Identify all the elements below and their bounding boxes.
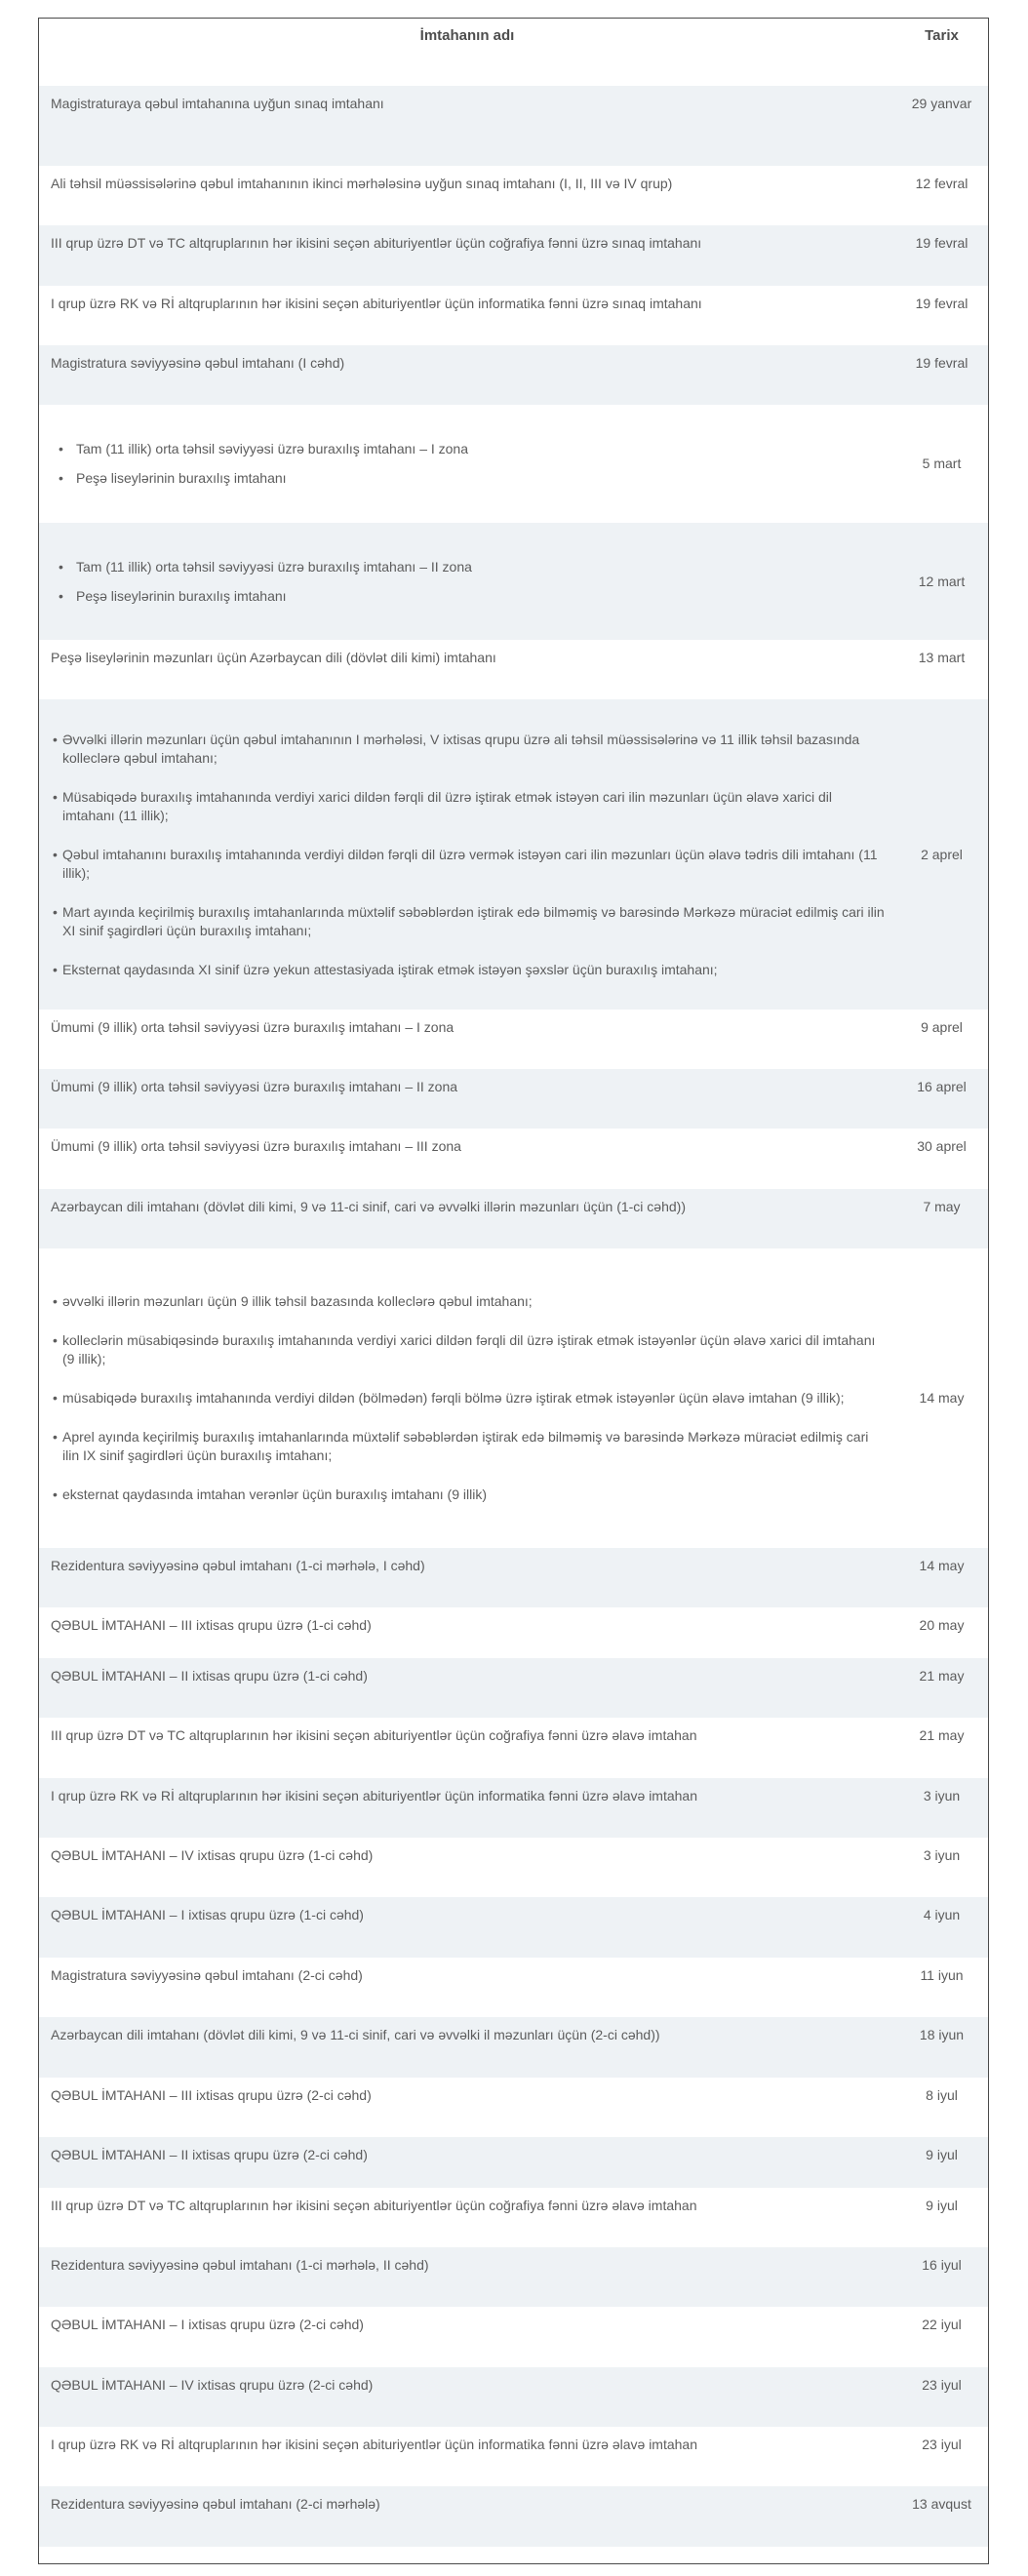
exam-date: 3 iyun (895, 1778, 988, 1838)
exam-name: Rezidentura səviyyəsinə qəbul imtahanı (2-ci mərhələ) (39, 2486, 895, 2547)
table-row (39, 1607, 988, 1658)
exam-name: I qrup üzrə RK və Rİ altqruplarının hər ikisini seçən abituriyentlər üçün informatika fənni üzrə sınaq imtahanı (51, 296, 702, 311)
header-exam-name: İmtahanın adı (419, 27, 515, 44)
exam-date: 13 mart (918, 650, 966, 665)
table-row (39, 1958, 988, 2017)
exam-date: 13 avqust (895, 2486, 988, 2547)
exam-name: Ali təhsil müəssisələrinə qəbul imtahanının ikinci mərhələsinə uyğun sınaq imtahanı (I, II, III və IV qrup) (51, 176, 673, 191)
exam-date: 19 fevral (895, 345, 988, 405)
table-header-row (39, 19, 988, 86)
list-item: • Müsabiqədə buraxılış imtahanında verdiyi xarici dildən fərqli dil üzrə iştirak etmək istəyən cari ilin məzunları üçün əlavə xarici dil imtahanı (11 illik); (51, 788, 886, 825)
exam-name: QƏBUL İMTAHANI – III ixtisas qrupu üzrə (2-ci cəhd) (51, 2087, 372, 2103)
exam-date: 5 mart (922, 456, 962, 471)
table-row (39, 640, 988, 699)
exam-date: 14 may (919, 1390, 965, 1406)
table-row (39, 1838, 988, 1897)
table-row (39, 2486, 988, 2547)
exam-name: III qrup üzrə DT və TC altqruplarının hər ikisini seçən abituriyentlər üçün coğrafiya fənni üzrə əlavə imtahan (51, 1727, 697, 1743)
exam-date: 22 iyul (922, 2317, 962, 2332)
list-item: • Peşə liseylərinin buraxılış imtahanı (57, 587, 886, 606)
exam-name: III qrup üzrə DT və TC altqruplarının hər ikisini seçən abituriyentlər üçün coğrafiya fənni üzrə sınaq imtahanı (39, 225, 895, 286)
exam-name: Rezidentura səviyyəsinə qəbul imtahanı (1-ci mərhələ, I cəhd) (39, 1548, 895, 1607)
list-item: • kolleclərin müsabiqəsində buraxılış imtahanında verdiyi xarici dildən fərqli dil üzrə iştirak etmək istəyənlər üçün əlavə xarici dil imtahanı (9 illik); (51, 1331, 886, 1368)
exam-name: QƏBUL İMTAHANI – IV ixtisas qrupu üzrə (2-ci cəhd) (39, 2367, 895, 2427)
table-row (39, 2547, 988, 2564)
table-row (39, 286, 988, 345)
exam-list (51, 731, 886, 979)
table-row (39, 2247, 988, 2307)
exam-name-list (39, 699, 895, 1010)
exam-date: 14 may (895, 1548, 988, 1607)
table-row (39, 1778, 988, 1838)
exam-date: 19 fevral (895, 225, 988, 286)
table-row (39, 1069, 988, 1129)
exam-date: 23 iyul (895, 2367, 988, 2427)
table-row (39, 345, 988, 405)
list-item: • müsabiqədə buraxılış imtahanında verdiyi dildən (bölmədən) fərqli bölmə üzrə iştirak etmək istəyənlər üçün əlavə imtahan (9 illik); (51, 1389, 886, 1407)
exam-name: Peşə liseylərinin məzunları üçün Azərbaycan dili (dövlət dili kimi) imtahanı (51, 650, 496, 665)
table-row (39, 2307, 988, 2367)
list-item: • Mart ayında keçirilmiş buraxılış imtahanlarında müxtəlif səbəblərdən iştirak edə bilməmiş və barəsində Mərkəzə müraciət edilmiş cari ilin XI sinif şagirdləri üçün buraxılış imtahanı; (51, 903, 886, 940)
exam-name: Azərbaycan dili imtahanı (dövlət dili kimi, 9 və 11-ci sinif, cari və əvvəlki illərin məzunları üçün (1-ci cəhd)) (39, 1189, 895, 1248)
list-item: • eksternat qaydasında imtahan verənlər üçün buraxılış imtahanı (9 illik) (51, 1486, 886, 1504)
table-row (39, 1129, 988, 1189)
exam-name: QƏBUL İMTAHANI – I ixtisas qrupu üzrə (2-ci cəhd) (51, 2317, 364, 2332)
exam-name: QƏBUL İMTAHANI – II ixtisas qrupu üzrə (1-ci cəhd) (39, 1658, 895, 1718)
table-row (39, 2017, 988, 2078)
exam-date: 30 aprel (917, 1138, 967, 1154)
exam-date: 2 aprel (895, 699, 988, 1010)
exam-name: Magistratura səviyyəsinə qəbul imtahanı (I cəhd) (39, 345, 895, 405)
table-row (39, 1548, 988, 1607)
table-row (39, 86, 988, 166)
exam-name: Ümumi (9 illik) orta təhsil səviyyəsi üzrə buraxılış imtahanı – III zona (51, 1138, 461, 1154)
list-item: • Tam (11 illik) orta təhsil səviyyəsi üzrə buraxılış imtahanı – I zona (57, 440, 886, 458)
exam-list (51, 440, 886, 488)
exam-date: 21 may (895, 1658, 988, 1718)
exam-name: QƏBUL İMTAHANI – III ixtisas qrupu üzrə (1-ci cəhd) (51, 1617, 372, 1633)
exam-name: III qrup üzrə DT və TC altqruplarının hər ikisini seçən abituriyentlər üçün coğrafiya fənni üzrə əlavə imtahan (51, 2198, 697, 2213)
exam-date: 21 may (919, 1727, 965, 1743)
exam-date: 16 aprel (895, 1069, 988, 1129)
list-item: • əvvəlki illərin məzunları üçün 9 illik təhsil bazasında kolleclərə qəbul imtahanı; (51, 1292, 886, 1311)
table-row (39, 1189, 988, 1248)
exam-date (895, 2547, 988, 2564)
exam-date: 9 iyul (895, 2137, 988, 2188)
table-row (39, 2078, 988, 2137)
exam-list (51, 1292, 886, 1504)
table-row (39, 1718, 988, 1778)
exam-name: Magistratura səviyyəsinə qəbul imtahanı (2-ci cəhd) (51, 1967, 363, 1983)
exam-date: 12 mart (895, 523, 988, 640)
exam-name: QƏBUL İMTAHANI – II ixtisas qrupu üzrə (2-ci cəhd) (39, 2137, 895, 2188)
table-row (39, 699, 988, 1010)
exam-name: QƏBUL İMTAHANI – I ixtisas qrupu üzrə (1-ci cəhd) (39, 1897, 895, 1958)
table-row (39, 1010, 988, 1069)
table-row (39, 2427, 988, 2486)
exam-date: 16 iyul (895, 2247, 988, 2307)
exam-date: 9 aprel (921, 1019, 963, 1035)
exam-date: 19 fevral (915, 296, 969, 311)
exam-date: 29 yanvar (895, 86, 988, 166)
exam-name-list (39, 1248, 895, 1548)
table-row (39, 225, 988, 286)
table-row (39, 1897, 988, 1958)
exam-name: Ümumi (9 illik) orta təhsil səviyyəsi üzrə buraxılış imtahanı – II zona (39, 1069, 895, 1129)
table-row (39, 2188, 988, 2247)
list-item: • Əvvəlki illərin məzunları üçün qəbul imtahanının I mərhələsi, V ixtisas qrupu üzrə ali təhsil müəssisələrinə və 11 illik təhsil bazasında kolleclərə qəbul imtahanı; (51, 731, 886, 768)
table-row (39, 2367, 988, 2427)
exam-date: 9 iyul (926, 2198, 958, 2213)
exam-date: 8 iyul (926, 2087, 958, 2103)
exam-name: Magistraturaya qəbul imtahanına uyğun sınaq imtahanı (39, 86, 895, 166)
exam-date: 20 may (919, 1617, 965, 1633)
exam-date: 4 iyun (895, 1897, 988, 1958)
table-row (39, 166, 988, 225)
exam-date: 3 iyun (923, 1847, 961, 1863)
exam-name: I qrup üzrə RK və Rİ altqruplarının hər ikisini seçən abituriyentlər üçün informatika fənni üzrə əlavə imtahan (39, 1778, 895, 1838)
exam-name: QƏBUL İMTAHANI – IV ixtisas qrupu üzrə (1-ci cəhd) (51, 1847, 374, 1863)
list-item: • Tam (11 illik) orta təhsil səviyyəsi üzrə buraxılış imtahanı – II zona (57, 558, 886, 576)
list-item: • Qəbul imtahanını buraxılış imtahanında verdiyi dildən fərqli dil üzrə vermək istəyən cari ilin məzunları üçün əlavə tədris dili imtahanı (11 illik); (51, 846, 886, 883)
exam-name: Azərbaycan dili imtahanı (dövlət dili kimi, 9 və 11-ci sinif, cari və əvvəlki il məzunları üçün (2-ci cəhd)) (39, 2017, 895, 2078)
exam-date: 11 iyun (920, 1967, 964, 1983)
header-date: Tarix (925, 27, 959, 44)
exam-date: 7 may (895, 1189, 988, 1248)
exam-date: 23 iyul (922, 2437, 962, 2452)
exam-date: 18 iyun (895, 2017, 988, 2078)
list-item: • Peşə liseylərinin buraxılış imtahanı (57, 469, 886, 488)
exam-name: I qrup üzrə RK və Rİ altqruplarının hər ikisini seçən abituriyentlər üçün informatika fənni üzrə əlavə imtahan (51, 2437, 697, 2452)
exam-name: Rezidentura səviyyəsinə qəbul imtahanı (1-ci mərhələ, II cəhd) (39, 2247, 895, 2307)
exam-name-list (39, 405, 895, 523)
exam-schedule-frame (38, 18, 989, 2564)
exam-name-list (39, 523, 895, 640)
table-row (39, 405, 988, 523)
exam-schedule-table (39, 19, 988, 2564)
table-row (39, 1658, 988, 1718)
table-row (39, 1248, 988, 1548)
list-item: • Eksternat qaydasında XI sinif üzrə yekun attestasiyada iştirak etmək istəyən şəxslər üçün buraxılış imtahanı; (51, 961, 886, 979)
exam-list (51, 558, 886, 606)
exam-name: Ümumi (9 illik) orta təhsil səviyyəsi üzrə buraxılış imtahanı – I zona (51, 1019, 455, 1035)
exam-name (39, 2547, 895, 2564)
table-row (39, 2137, 988, 2188)
exam-date: 12 fevral (915, 176, 969, 191)
list-item: • Aprel ayında keçirilmiş buraxılış imtahanlarında müxtəlif səbəblərdən iştirak edə bilməmiş və barəsində Mərkəzə müraciət edilmiş cari ilin IX sinif şagirdləri üçün buraxılış imtahanı; (51, 1428, 886, 1465)
table-row (39, 523, 988, 640)
